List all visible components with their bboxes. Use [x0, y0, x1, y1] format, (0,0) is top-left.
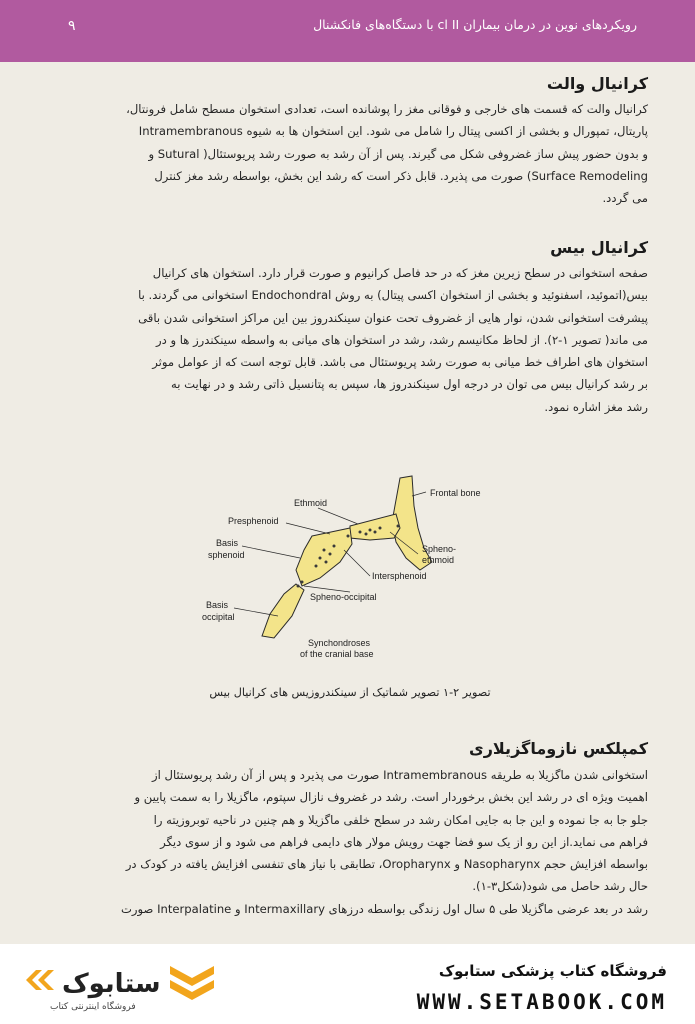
label-basis-sphenoid-2: sphenoid [208, 550, 245, 560]
section-nasomaxillary-complex [48, 734, 648, 920]
label-synchondroses-2: of the cranial base [300, 649, 374, 659]
label-spheno-occipital: Spheno-occipital [310, 592, 377, 602]
store-url-link[interactable]: WWW.SETABOOK.COM [416, 990, 667, 1014]
label-ethmoid: Ethmoid [294, 498, 328, 508]
paragraph-line: اهمیت ویژه ای در رشد این بخش برخوردار است. رشد در غضروف نازال سپتوم، ماگزیلا را به سمت پایین و [134, 790, 648, 805]
paragraph-line: بواسطه افزایش حجم Nasopharynx و Oropharynx، تطابقی با نیاز های تنفسی افزایش یافته در کودک در [125, 857, 648, 872]
paragraph-line: بر رشد کرانیال بیس می توان در درجه اول سینکندروز ها، سپس به پتانسیل ذاتی رشد و در نهایت به [171, 377, 648, 392]
label-basis-occipital-2: occipital [202, 612, 235, 622]
section-title: کرانیال والت [546, 74, 648, 93]
paragraph-line: رشد در بعد عرضی ماگزیلا طی ۵ سال اول زندگی بواسطه درزهای Intermaxillary و Interpalatine صورت [121, 901, 648, 916]
label-spheno-ethmoid: Spheno- [422, 544, 457, 554]
store-name: فروشگاه کتاب پزشکی ستابوک [438, 962, 667, 980]
label-basis-sphenoid: Basis [216, 538, 239, 548]
page-number: ۹ [68, 18, 76, 34]
label-presphenoid: Presphenoid [228, 516, 279, 526]
paragraph-line: پیشرفت استخوانی شدن، نوار هایی از غضروف تحت عنوان سینکندروز بین این مراکز استخوانی شدن باقی [138, 310, 648, 325]
sphenoid-shape [296, 528, 352, 586]
paragraph-line: و بدون حضور پیش ساز غضروفی شکل می گیرند. پس از آن رشد به صورت رشد پریوستئال( Sutural و [148, 146, 648, 161]
store-footer [0, 944, 695, 1024]
paragraph-line: کرانیال والت که قسمت های خارجی و فوقانی مغز را پوشانده است، تعدادی استخوان مسطح شامل فرونتال، [126, 102, 648, 116]
paragraph-line: استخوانی شدن ماگزیلا به طریقه Intramembranous صورت می پذیرد و پس از آن رشد پریوستئال از [152, 768, 648, 782]
paragraph-line: رشد مغز اشاره نمود. [544, 399, 648, 414]
paragraph-line: حال رشد حاصل می شود(شکل۳-۱). [472, 879, 648, 894]
paragraph-line: صفحه استخوانی در سطح زیرین مغز که در حد فاصل کرانیوم و صورت قرار دارد. استخوان های کرانیال [152, 266, 648, 280]
section-title: کمپلکس نازوماگزیلاری [469, 739, 648, 758]
figure-caption: تصویر ۲-۱ تصویر شماتیک از سینکندروزیس های کرانیال بیس [209, 686, 491, 699]
logo-subtitle: فروشگاه اینترنتی کتاب [50, 1002, 136, 1012]
paragraph-line: فراهم می نماید.از این رو از یک سو فضا جهت رویش مولار های دایمی فراهم می شود و از سوی دیگر [160, 834, 648, 849]
paragraph-line: بیس(اتموئید، اسفنوئید و بخشی از استخوان اکسی پیتال) به روش Endochondral استخوانی می گردند. با [138, 288, 648, 303]
ethmoid-shape [350, 514, 400, 540]
cranial-base-figure [200, 466, 530, 662]
running-title: رویکردهای نوین در درمان بیماران cl II با دستگاه‌های فانکشنال [313, 17, 637, 32]
paragraph-line: Surface Remodeling) صورت می پذیرد. قابل ذکر است که رشد این بخش، بواسطه رشد مغز کنترل [154, 168, 648, 183]
paragraph-line: می ماند( تصویر ۱-۲). از لحاظ مکانیسم رشد، رشد در استخوان های میانی به واسطه سینکندرز ها و در [156, 332, 648, 347]
page-header [0, 0, 695, 62]
paragraph-line: می گردد. [602, 191, 648, 206]
occipital-shape [262, 584, 304, 638]
section-cranial-base [48, 234, 648, 418]
label-synchondroses: Synchondroses [308, 638, 371, 648]
section-cranial-vault [48, 70, 648, 209]
paragraph-line: جلو جا به جا نموده و این جا به جایی امکان رشد در سطح خلفی ماگزیلا و هم چنین در ناحیه توبروزیته را [153, 812, 648, 827]
section-title: کرانیال بیس [550, 238, 648, 257]
label-basis-occipital: Basis [206, 600, 229, 610]
paragraph-line: پاریتال، تمپورال و بخشی از اکسی پیتال را شامل می شود. این استخوان ها به شیوه Intramembranous [138, 124, 648, 139]
paragraph-line: استخوان های اطراف خط میانی به صورت رشد پریوستئال می باشد. قابل توجه است که از عوامل موثر [152, 355, 648, 370]
logo-word: ستابوک [62, 969, 161, 999]
label-frontal-bone: Frontal bone [430, 488, 481, 498]
label-intersphenoid: Intersphenoid [372, 571, 427, 581]
label-spheno-ethmoid-2: ethmoid [422, 555, 455, 565]
